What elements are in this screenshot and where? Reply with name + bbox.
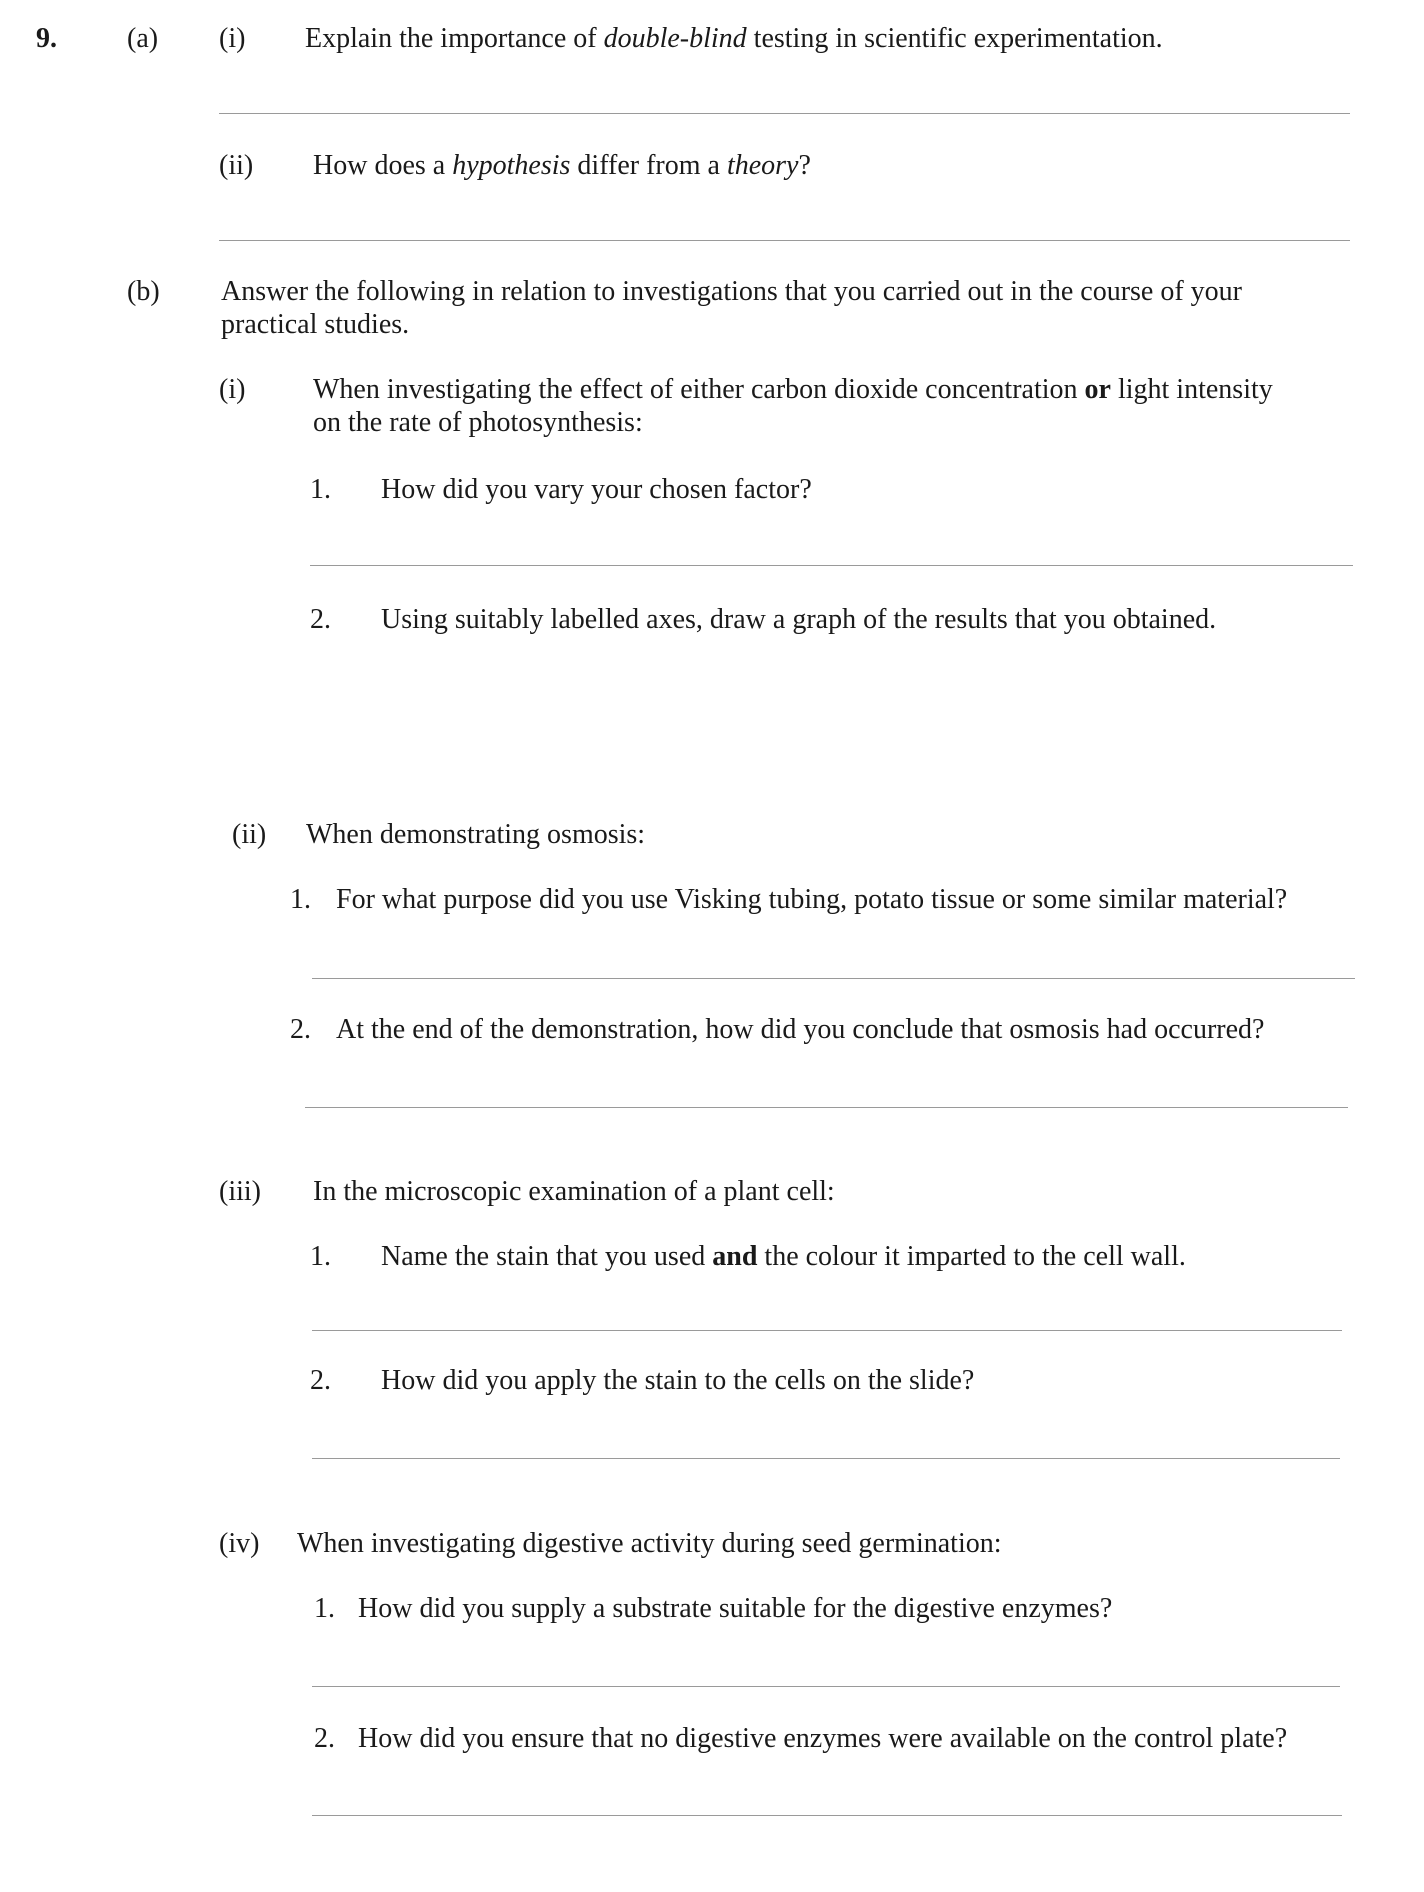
answer-line-b-iv-1[interactable] [312,1686,1340,1687]
part-b-iii-q1-bold: and [712,1241,758,1272]
part-b-iii-text: In the microscopic examination of a plant cell: [313,1176,835,1207]
part-a-i-label: (i) [219,23,246,54]
answer-line-b-i-1[interactable] [310,565,1353,566]
part-b-iii-q1-number: 1. [310,1241,331,1272]
part-a-ii-label: (ii) [219,150,254,181]
part-b-iv-q2-text: How did you ensure that no digestive enzymes were available on the control plate? [358,1723,1288,1754]
part-b-iii-q1-text [381,1240,1186,1274]
part-b-ii-q2-number: 2. [290,1014,311,1045]
part-b-i-q1-number: 1. [310,474,331,505]
part-a-i-text-em: double-blind [603,23,747,54]
part-a-i-text-pre: Explain the importance of [305,23,604,54]
part-b-ii-text: When demonstrating osmosis: [306,819,646,850]
answer-line-b-ii-2[interactable] [305,1107,1348,1108]
part-b-iii-q2-text: How did you apply the stain to the cells on the slide? [381,1365,975,1396]
answer-line-b-iv-2[interactable] [312,1815,1342,1816]
answer-line-a-i[interactable] [219,113,1350,114]
part-a-ii-text-pre: How does a [313,150,453,181]
answer-line-a-ii[interactable] [219,240,1350,241]
part-a-ii-text-post: ? [798,150,811,181]
part-b-ii-label: (ii) [232,819,267,850]
part-b-i-label: (i) [219,374,246,405]
part-b-iv-text: When investigating digestive activity during seed germination: [297,1528,1002,1559]
part-b-i-q2-number: 2. [310,604,331,635]
part-a-label: (a) [127,23,159,54]
part-b-iii-q2-number: 2. [310,1365,331,1396]
part-b-i-line1-bold: or [1084,374,1111,405]
answer-line-b-iii-1[interactable] [312,1330,1342,1331]
part-a-i-question [305,22,1163,56]
part-b-label: (b) [127,276,160,307]
part-b-iii-q1-post: the colour it imparted to the cell wall. [757,1241,1186,1272]
part-b-iii-label: (iii) [219,1176,261,1207]
part-b-i-line1-pre: When investigating the effect of either carbon dioxide concentration [313,374,1085,405]
part-b-iv-q1-text: How did you supply a substrate suitable for the digestive enzymes? [358,1593,1113,1624]
answer-line-b-ii-1[interactable] [312,978,1355,979]
part-b-ii-q2-text: At the end of the demonstration, how did you conclude that osmosis had occurred? [336,1014,1265,1045]
part-b-i-q2-text: Using suitably labelled axes, draw a graph of the results that you obtained. [381,604,1217,635]
part-b-iv-q2-number: 2. [314,1723,335,1754]
part-a-ii-text-mid: differ from a [570,150,727,181]
part-b-i-text-line2: on the rate of photosynthesis: [313,407,643,438]
part-a-ii-text-em1: hypothesis [452,150,571,181]
part-b-intro-line1: Answer the following in relation to investigations that you carried out in the course of your [221,276,1242,307]
part-b-i-q1-text: How did you vary your chosen factor? [381,474,812,505]
answer-line-b-iii-2[interactable] [312,1458,1340,1459]
question-number: 9. [36,23,57,54]
part-b-ii-q1-number: 1. [290,884,311,915]
part-b-iv-label: (iv) [219,1528,260,1559]
part-a-i-text-post: testing in scientific experimentation. [746,23,1163,54]
part-a-ii-text-em2: theory [726,150,799,181]
part-b-intro-line2: practical studies. [221,309,410,340]
part-b-i-line1-post: light intensity [1110,374,1273,405]
part-b-ii-q1-text: For what purpose did you use Visking tubing, potato tissue or some similar material? [336,884,1288,915]
part-a-ii-question [313,149,811,183]
part-b-iv-q1-number: 1. [314,1593,335,1624]
part-b-iii-q1-pre: Name the stain that you used [381,1241,713,1272]
part-b-i-text-line1 [313,373,1273,407]
